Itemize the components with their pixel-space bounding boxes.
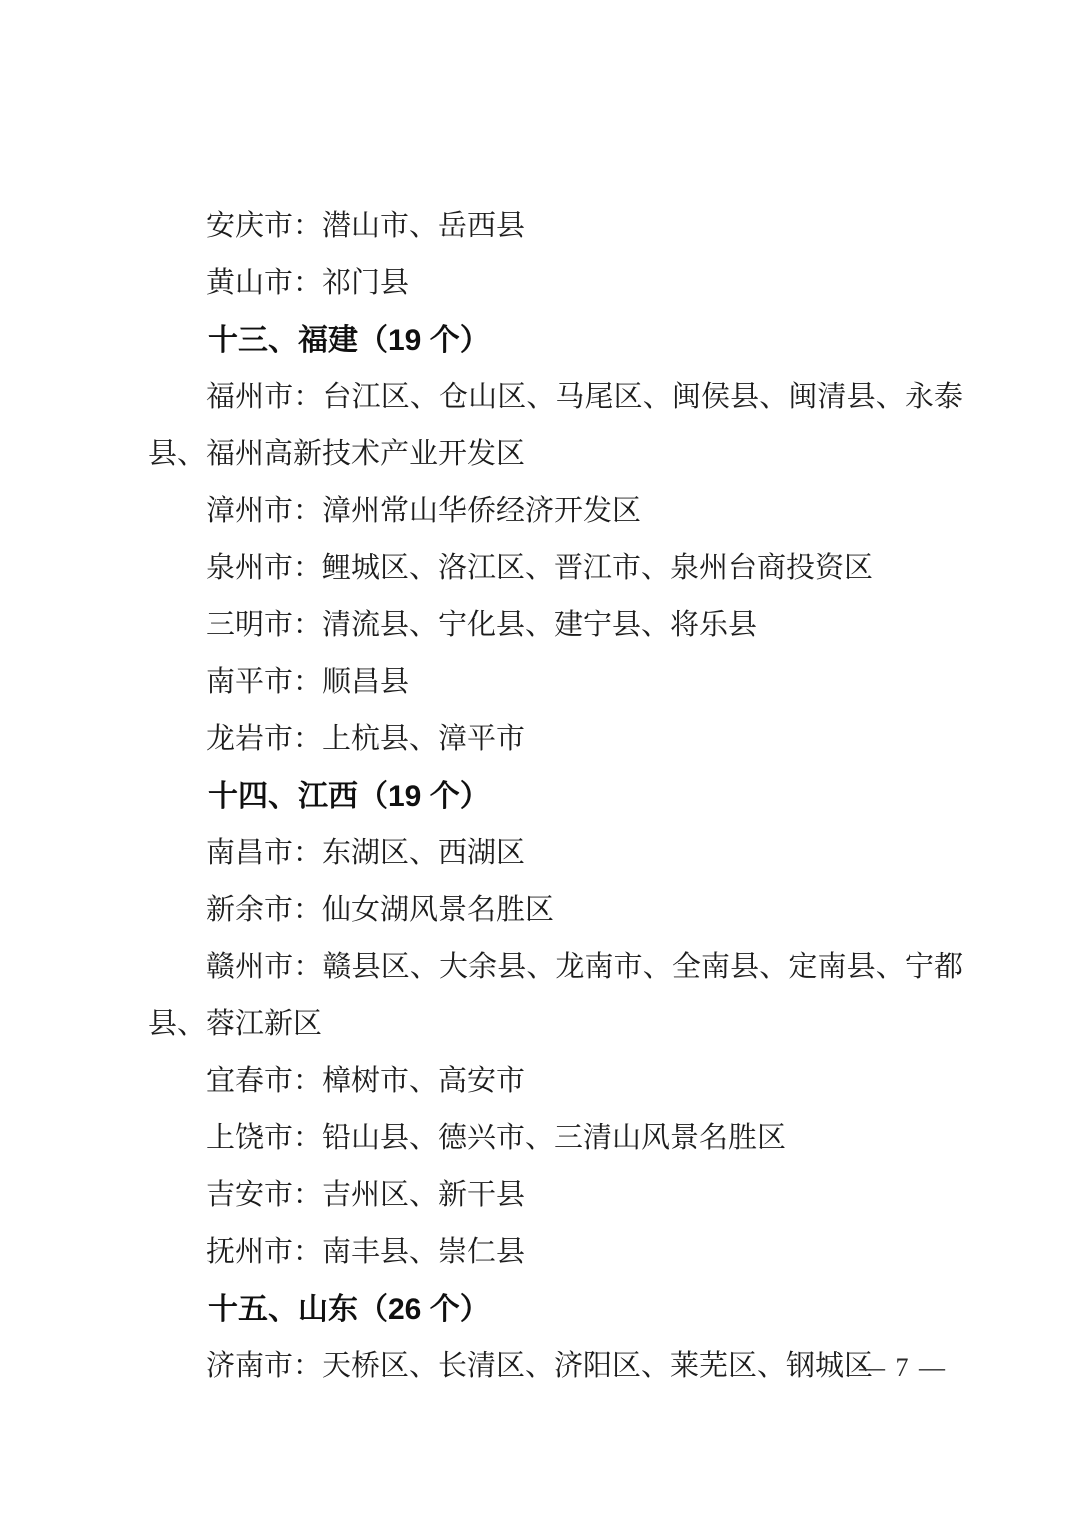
page-number: — 7 —: [859, 1353, 947, 1382]
section-heading: 十三、福建（19 个）: [208, 324, 490, 357]
entry-line: 三明市：清流县、宁化县、建宁县、将乐县: [206, 609, 758, 641]
document-body: [148, 198, 963, 1395]
entry-line: 宜春市：樟树市、高安市: [206, 1065, 526, 1097]
entry-line: 上饶市：铅山县、德兴市、三清山风景名胜区: [206, 1122, 787, 1154]
entry-line: 福州市：台江区、仓山区、马尾区、闽侯县、闽清县、永泰县、福州高新技术产业开发区: [148, 381, 963, 470]
entry-line: 济南市：天桥区、长清区、济阳区、莱芜区、钢城区: [206, 1350, 874, 1382]
entry-line: 赣州市：赣县区、大余县、龙南市、全南县、定南县、宁都县、蓉江新区: [148, 951, 963, 1040]
section-heading: 十五、山东（26 个）: [208, 1293, 490, 1326]
entry-line: 新余市：仙女湖风景名胜区: [206, 894, 555, 926]
entry-line: 南平市：顺昌县: [206, 666, 410, 698]
section-heading: 十四、江西（19 个）: [208, 780, 490, 813]
entry-line: 黄山市：祁门县: [206, 267, 410, 299]
entry-line: 安庆市：潜山市、岳西县: [206, 210, 526, 242]
entry-line: 南昌市：东湖区、西湖区: [206, 837, 526, 869]
entry-line: 漳州市：漳州常山华侨经济开发区: [206, 495, 642, 527]
entry-line: 吉安市：吉州区、新干县: [206, 1179, 526, 1211]
entry-line: 抚州市：南丰县、崇仁县: [206, 1236, 526, 1268]
entry-line: 龙岩市：上杭县、漳平市: [206, 723, 526, 755]
entry-line: 泉州市：鲤城区、洛江区、晋江市、泉州台商投资区: [206, 552, 874, 584]
